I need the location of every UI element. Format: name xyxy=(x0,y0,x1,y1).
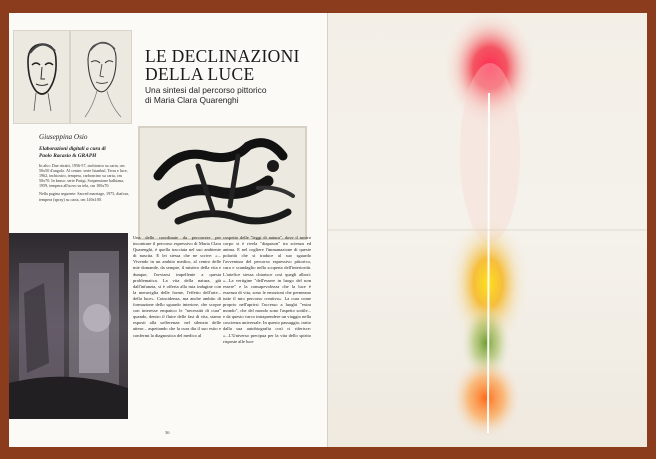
article-column-1: Una delle coordinate da percorrere per incontrare il percorso espressivo di Maria Clara Quarenghi, è quella tracciata nel suo ambiente di nascita. E lei stessa che ne scrive: «... Vivendo in un ambito medico, al centro delle mie domande, da sempre, il mistero della vita e dunque, l'avviarsi impellente a questa problematica. La vita della natura, già dall'infanzia, si è offerta alla mia indagine con la meraviglia delle forme, l'effetto dell'arte... della luce». Coincidenza, ma anche ambito di formazione dello sguardo interiore, che scopre con interesse empatico le "necessità di cura" quando, dentro il fluire delle fasi di vita, siamo esposti alla sofferenza: nel silenzio delle attese... aspettando che la cura dia il suo esito e confermi la diagnostica del medico al xyxy=(133,235,221,338)
image-caption: In alto: Due ritratti, 1956-57, inchiostro su carta, cm 50x50 d'angolo. Al centro: serie Istanbul, Terra e luce, 1962, inchiostro, tempera, carboncino su carta, cm 50x70. In basso: serie Parigi, Sospensione balkiana, 1959, tempera all'uovo su tela, cm 100x70. Nella pagina seguente: Sacred marriage, 1975, diafora, tempera (spray) su carta, cm 140x100. xyxy=(39,163,129,202)
article-subtitle: Una sintesi dal percorso pittorico di Maria Clara Quarenghi xyxy=(145,85,267,105)
portrait-sketch-1 xyxy=(13,30,70,124)
page-number: 36 xyxy=(165,430,170,435)
author-name: Giuseppina Osio xyxy=(39,133,88,141)
abstract-ink-painting xyxy=(138,126,307,240)
credits xyxy=(39,133,134,159)
left-page xyxy=(9,13,328,447)
portrait-sketch-2 xyxy=(70,30,132,124)
light-painting xyxy=(328,13,647,447)
article-column-2: cospetto delle "leggi di natura", dove il nostro corpo si è rivela "diapason" tra scienza ed anima. E nel cogliere l'immanazione di queste polarità che si traduce al suo sguardo l'avventura del percorso espressivo pittorico, cura e scandaglio nella scoperta dell'interiorità. L'artefice stessa chiarisce così quegli albori: «...La vertigine "dell'essere in luogo del non essere" e la consapevolezza che la luce è essenza di vita, sono le emozioni che permeano tutte il mio percorso creativo». La cura come proprio nell'aprirsi l'accesso a luoghi "extra mondo", che del mondo sono l'aspetto sottile... e da questo varco intraprendere un viaggio nella coscienza universale. In questo passaggio, tratto dalla sua autobiografia così ci riferisce: «...L'Universo precipua per la vita dello spirito risposte alle luce xyxy=(223,235,311,344)
right-page xyxy=(328,13,647,447)
elaboration-credit: Elaborazioni digitali a cura di Paolo Racasio & GRAPH xyxy=(39,146,106,159)
tempera-painting xyxy=(9,233,128,419)
article-title: LE DECLINAZIONI DELLA LUCE xyxy=(145,46,300,84)
